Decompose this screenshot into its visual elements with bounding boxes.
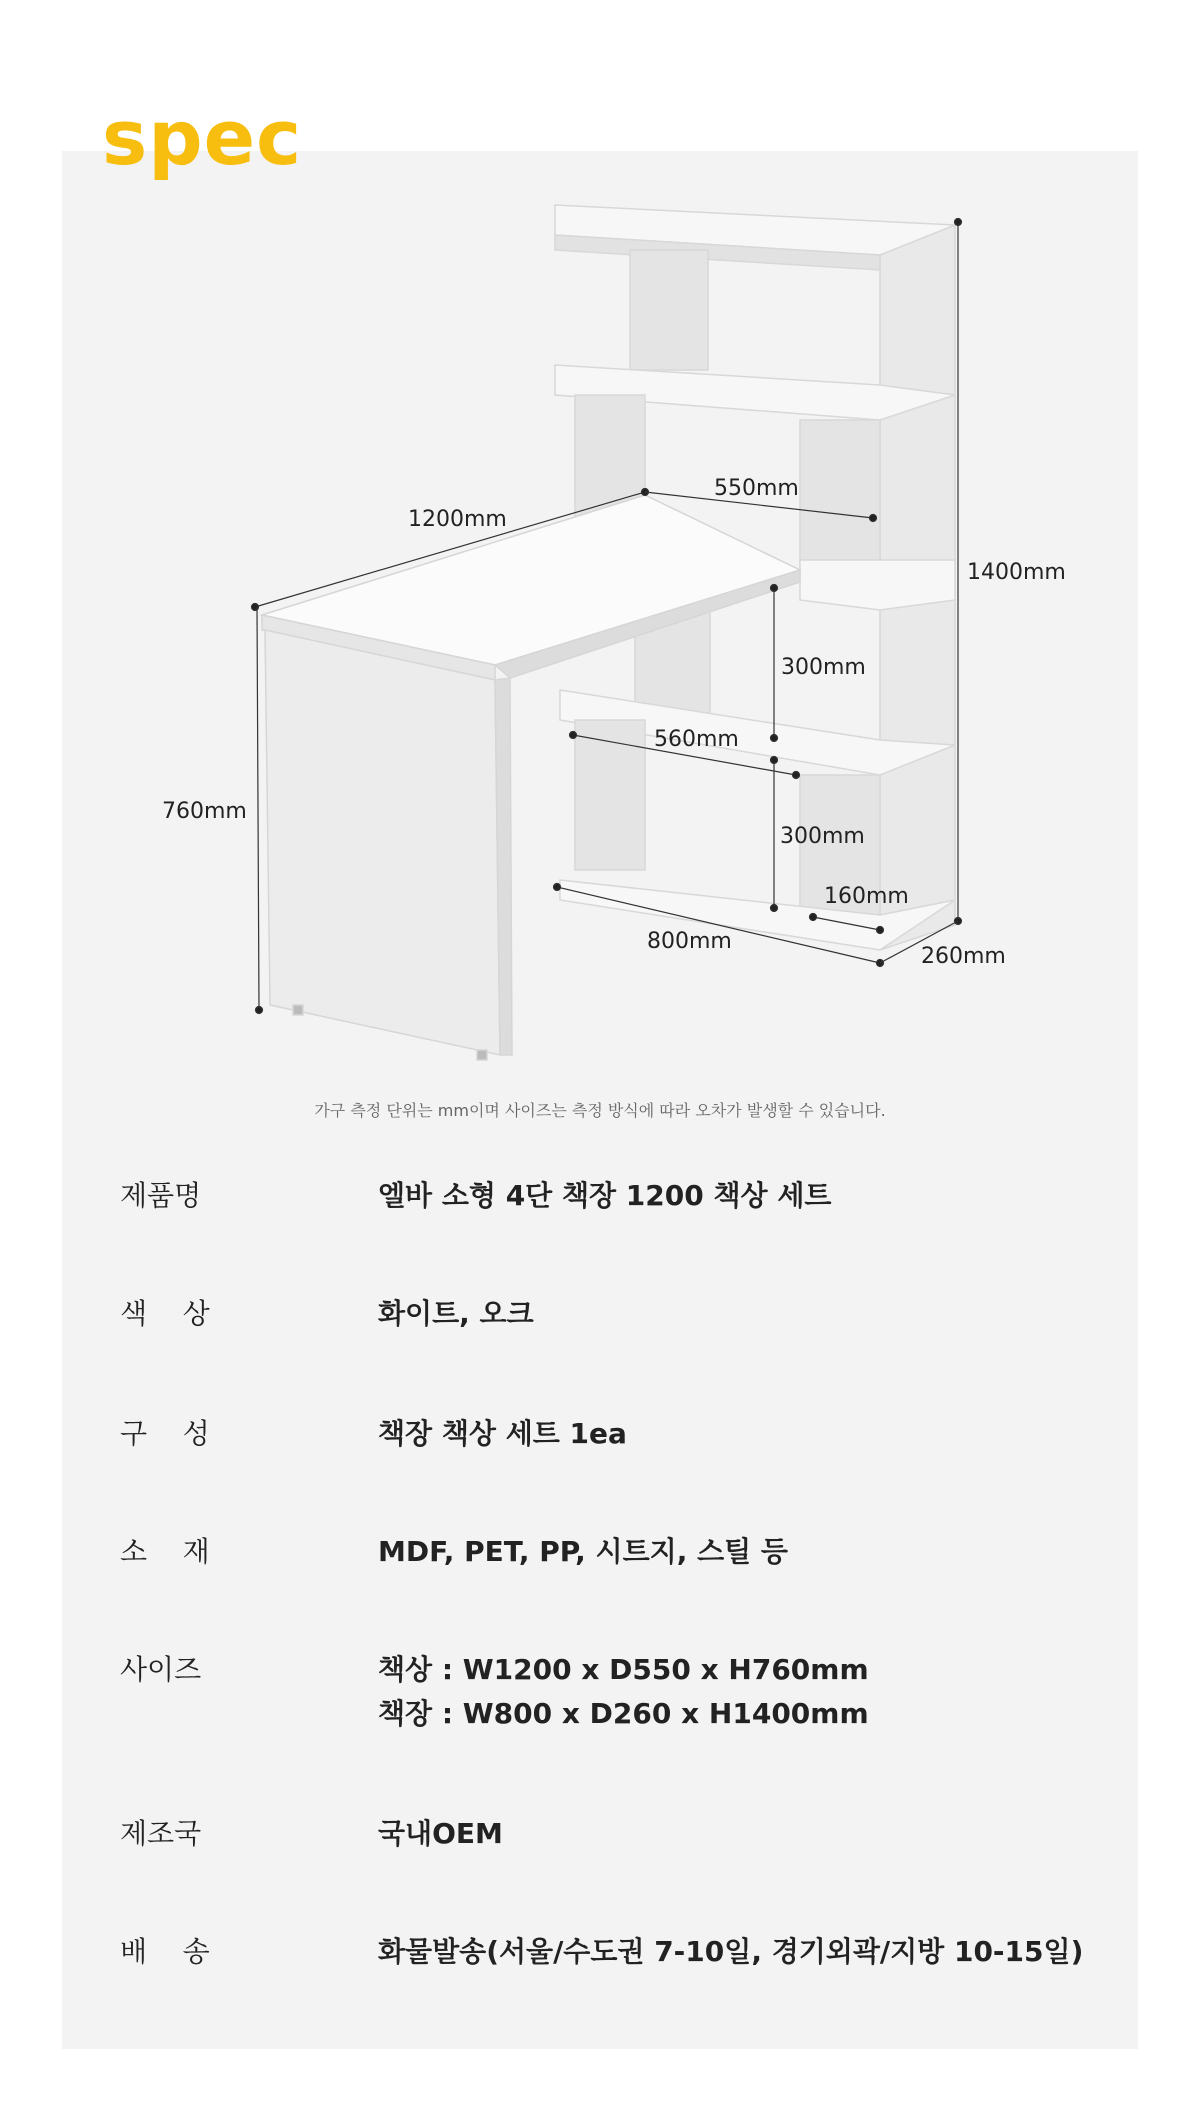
spec-value bbox=[378, 1648, 869, 1736]
spec-value bbox=[378, 1292, 534, 1336]
label-compartment-upper: 300mm bbox=[781, 655, 866, 680]
label-desk-height: 760mm bbox=[162, 799, 247, 824]
spec-value bbox=[378, 1412, 627, 1456]
spec-title: spec bbox=[102, 93, 303, 182]
label-shelf-depth: 260mm bbox=[921, 944, 1006, 969]
label-compartment-depth: 160mm bbox=[824, 884, 909, 909]
spec-value bbox=[378, 1530, 788, 1574]
label-desk-width: 1200mm bbox=[408, 507, 507, 532]
spec-value-line: 국내OEM bbox=[378, 1817, 503, 1850]
spec-value-line: 책장 책상 세트 1ea bbox=[378, 1417, 627, 1450]
spec-label: 제조국 bbox=[120, 1817, 202, 1850]
label-desk-depth: 550mm bbox=[714, 476, 799, 501]
spec-value-line: 책상 : W1200 x D550 x H760mm bbox=[378, 1653, 869, 1686]
spec-value-line: 엘바 소형 4단 책장 1200 책상 세트 bbox=[378, 1179, 832, 1212]
spec-value-line: MDF, PET, PP, 시트지, 스틸 등 bbox=[378, 1535, 788, 1568]
label-shelf-width: 800mm bbox=[647, 929, 732, 954]
spec-value bbox=[378, 1174, 831, 1218]
label-compartment-width: 560mm bbox=[654, 727, 739, 752]
spec-label: 사이즈 bbox=[120, 1653, 202, 1686]
spec-label: 구 성 bbox=[120, 1417, 210, 1450]
spec-value bbox=[378, 1812, 503, 1856]
label-shelf-height: 1400mm bbox=[967, 560, 1066, 585]
desk-illustration bbox=[262, 495, 800, 1060]
label-compartment-lower: 300mm bbox=[780, 824, 865, 849]
spec-label: 배 송 bbox=[120, 1935, 210, 1968]
spec-value-line: 화물발송(서울/수도권 7-10일, 경기외곽/지방 10-15일) bbox=[378, 1935, 1084, 1968]
spec-label: 제품명 bbox=[120, 1179, 202, 1212]
spec-label: 색 상 bbox=[120, 1297, 210, 1330]
spec-value-line: 화이트, 오크 bbox=[378, 1297, 534, 1330]
spec-value-line: 책장 : W800 x D260 x H1400mm bbox=[378, 1697, 869, 1730]
spec-label: 소 재 bbox=[120, 1535, 210, 1568]
measurement-caption: 가구 측정 단위는 mm이며 사이즈는 측정 방식에 따라 오차가 발생할 수 있습니다. bbox=[314, 1101, 886, 1120]
spec-value bbox=[378, 1930, 1083, 1974]
